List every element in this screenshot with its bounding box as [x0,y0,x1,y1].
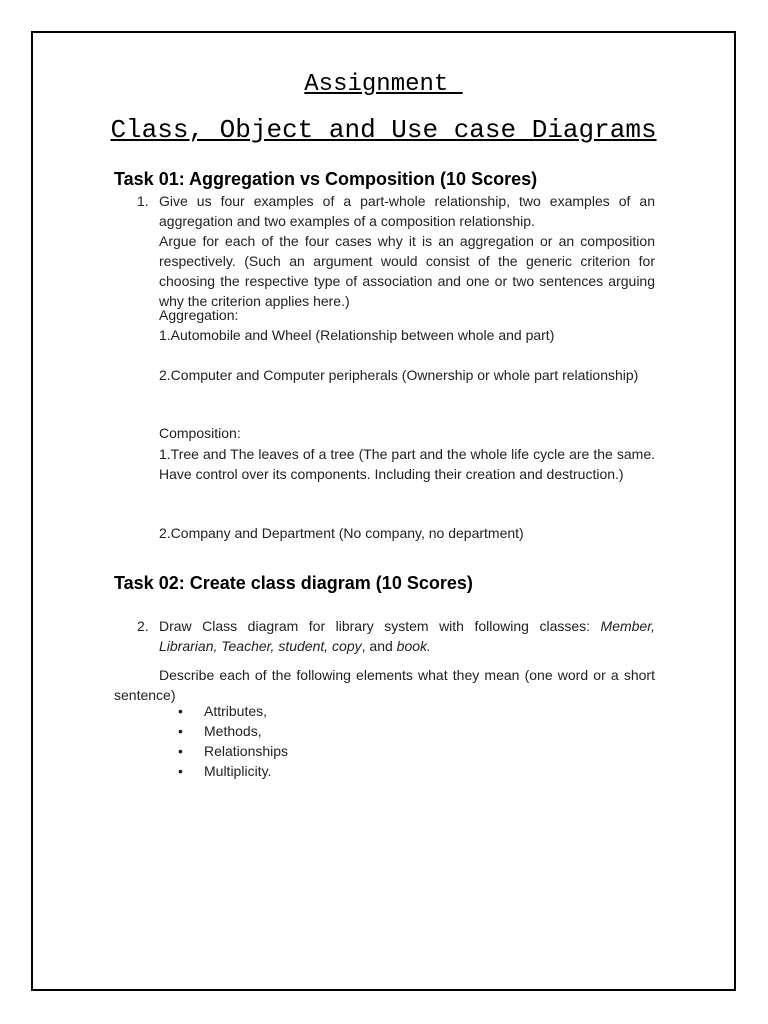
document-page [31,31,736,991]
task2-desc-and: , and [361,638,397,654]
list-item: • Attributes, [178,701,288,721]
list-item: • Relationships [178,741,288,761]
task2-desc-prefix: Draw Class diagram for library system with following classes: [159,618,601,634]
task2-description [159,616,655,656]
composition-item: 1.Tree and The leaves of a tree (The part and the whole life cycle are the same. Have control over its components. Including their creation and destruction.) [159,446,655,482]
assignment-title: Assignment [304,71,463,98]
composition-label: Composition: [159,425,241,441]
task1-question-part1: Give us four examples of a part-whole relationship, two examples of an aggregation and two examples of a composition relationship. [159,193,655,229]
elements-list [178,701,288,781]
task1-question-part2: Argue for each of the four cases why it is an aggregation or an composition respectively. (Such an argument would consist of the generic criterion for choosing the respective type of association and one or two sentences arguing why the criterion applies here.) [159,233,655,309]
aggregation-item: 2.Computer and Computer peripherals (Ownership or whole part relationship) [159,367,639,383]
task1-number: 1. [137,193,149,209]
task2-heading: Task 02: Create class diagram (10 Scores) [114,573,473,593]
task1-heading: Task 01: Aggregation vs Composition (10 Scores) [114,169,538,189]
task2-number: 2. [137,618,149,634]
task2-desc-book: book. [396,638,431,654]
page-content [33,33,734,989]
list-item: • Methods, [178,721,288,741]
describe-instructions [114,665,655,705]
aggregation-label: Aggregation: [159,307,239,323]
list-item: • Multiplicity. [178,761,288,781]
task1-question [159,191,655,311]
composition-item: 2.Company and Department (No company, no department) [159,525,524,541]
aggregation-item: 1.Automobile and Wheel (Relationship between whole and part) [159,327,555,343]
describe-text: Describe each of the following elements what they mean (one word or a short sentence) [114,667,655,703]
assignment-subtitle: Class, Object and Use case Diagrams [110,115,657,145]
task2-desc-classes: Member, Librarian, Teacher, student, copy [159,618,655,654]
